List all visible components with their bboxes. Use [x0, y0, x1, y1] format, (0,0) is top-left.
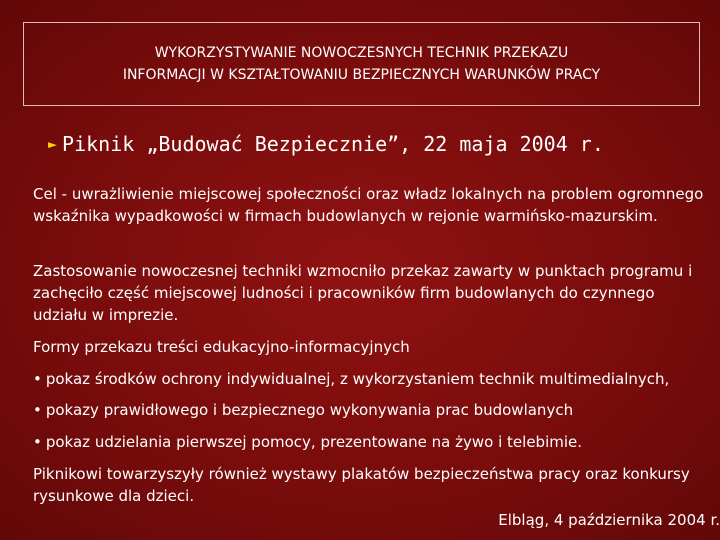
- application-paragraph: Zastosowanie nowoczesnej techniki wzmocniło przekaz zawarty w punktach programu i zachęciło część miejscowej ludności i pracowników firm budowlanych do czynnego udziału w imprezie.: [33, 262, 693, 324]
- title-box: [23, 22, 700, 106]
- bullet-dot-icon: •: [33, 433, 42, 451]
- goal-paragraph: Cel - uwrażliwienie miejscowej społeczności oraz władz lokalnych na problem ogromnego wskaźnika wypadkowości w firmach budowlanych w rejonie warmińsko-mazurskim.: [33, 185, 704, 225]
- bullet-text: pokaz udzielania pierwszej pomocy, prezentowane na żywo i telebimie.: [45, 433, 583, 451]
- signature-place-date: Elbląg, 4 października 2004 r.: [498, 511, 720, 529]
- bullet-item: [33, 399, 713, 421]
- bullet-dot-icon: •: [33, 370, 42, 388]
- bullet-item: [33, 431, 713, 453]
- arrow-bullet-icon: ►: [48, 135, 58, 153]
- forms-heading: Formy przekazu treści edukacyjno-informacyjnych: [33, 338, 410, 356]
- bullet-dot-icon: •: [33, 401, 42, 419]
- title-line-2: INFORMACJI W KSZTAŁTOWANIU BEZPIECZNYCH WARUNKÓW PRACY: [122, 67, 601, 83]
- bullet-item: [33, 368, 713, 390]
- subtitle-text: Piknik „Budować Bezpiecznie”, 22 maja 2004 r.: [62, 132, 604, 156]
- closing-paragraph: Piknikowi towarzyszyły również wystawy plakatów bezpieczeństwa pracy oraz konkursy rysunkowe dla dzieci.: [33, 465, 690, 505]
- bullet-text: pokazy prawidłowego i bezpiecznego wykonywania prac budowlanych: [45, 401, 574, 419]
- bullet-text: pokaz środków ochrony indywidualnej, z wykorzystaniem technik multimedialnych,: [45, 370, 670, 388]
- subtitle: [48, 127, 604, 163]
- title-line-1: WYKORZYSTYWANIE NOWOCZESNYCH TECHNIK PRZEKAZU: [154, 45, 569, 61]
